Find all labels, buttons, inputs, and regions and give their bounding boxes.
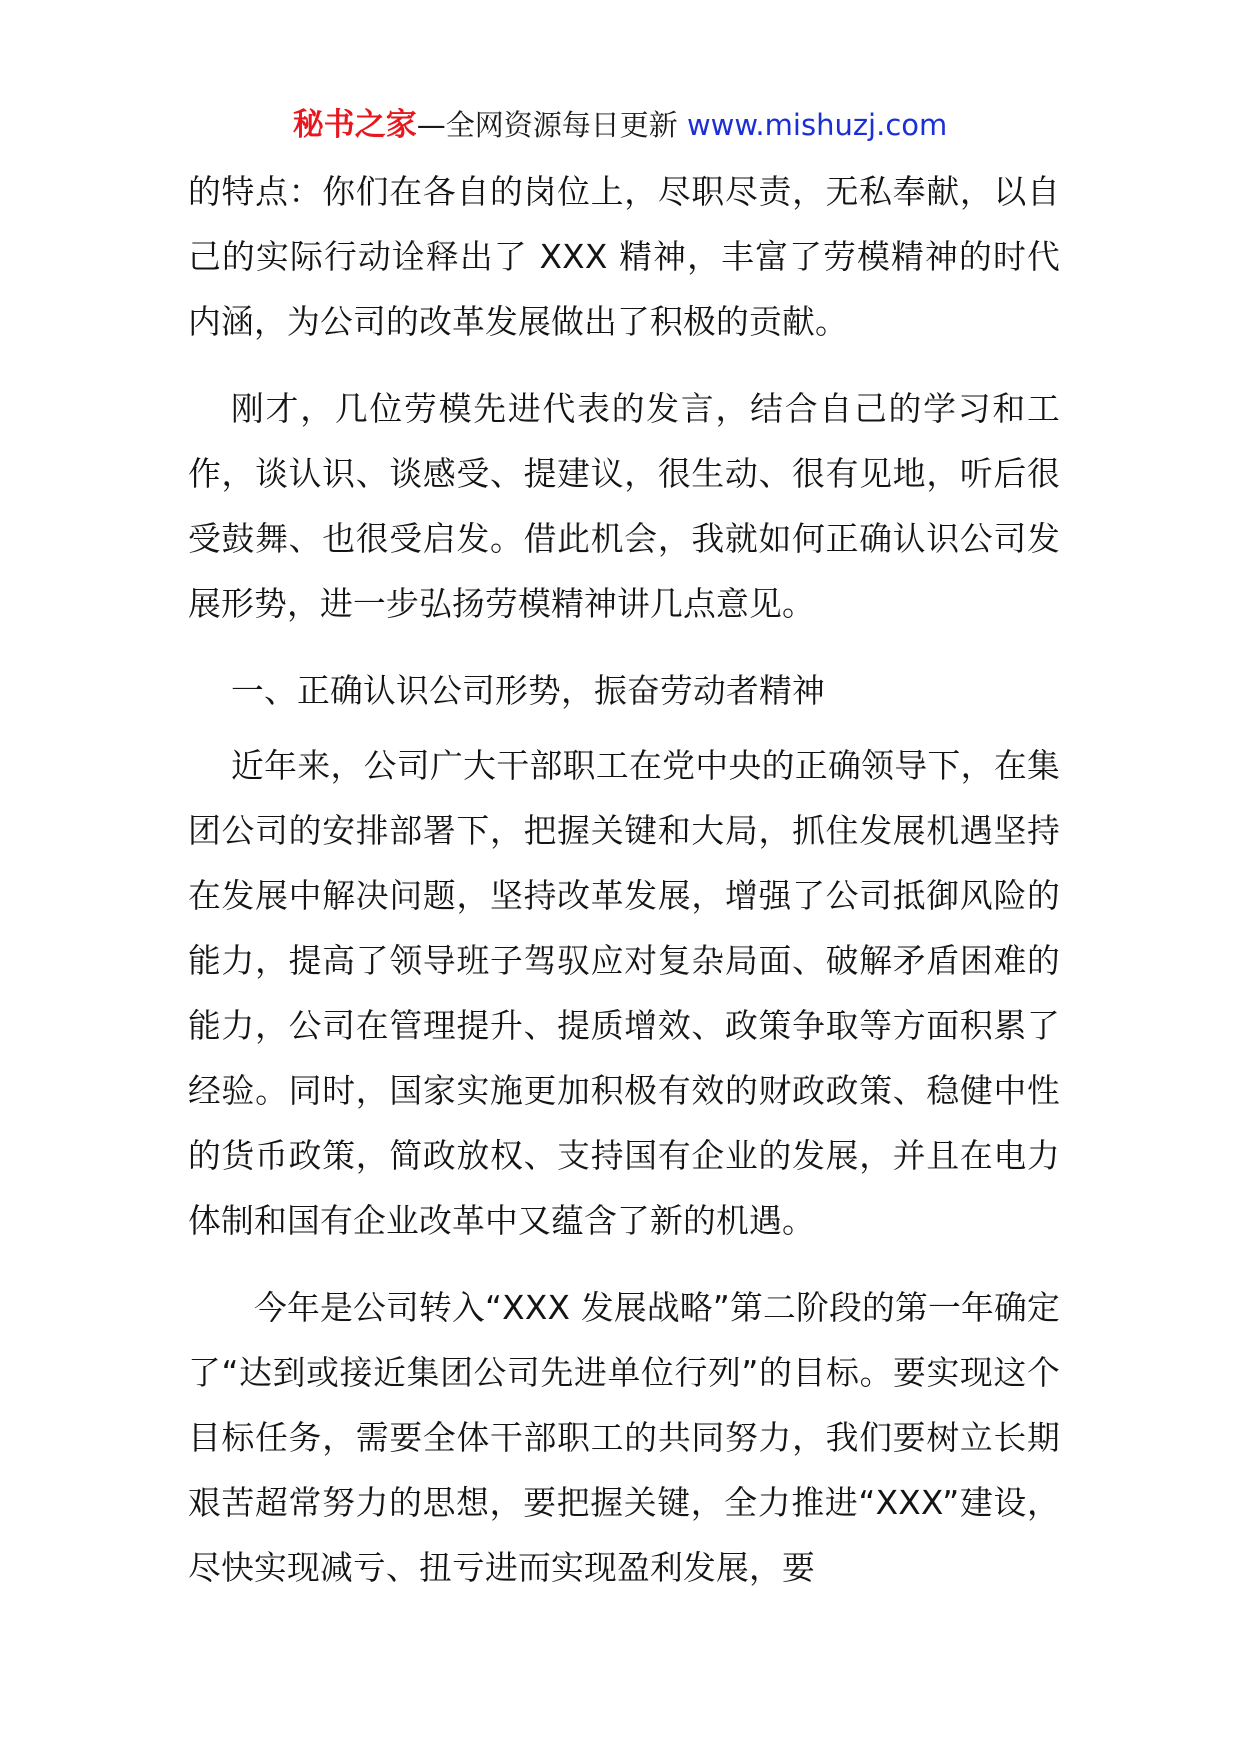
header-brand: 秘书之家: [292, 107, 417, 143]
header-url-link[interactable]: www.mishuzj.com: [686, 108, 948, 142]
paragraph-recent-years: 近年来，公司广大干部职工在党中央的正确领导下，在集团公司的安排部署下，把握关键和大局，抓住发展机遇坚持在发展中解决问题，坚持改革发展，增强了公司抵御风险的能力，提高了领导班子驾驭应对复杂局面、破解矛盾困难的能力，公司在管理提升、提质增效、政策争取等方面积累了经验。同时，国家实施更加积极有效的财政政策、稳健中性的货币政策，简政放权、支持国有企业的发展，并且在电力体制和国有企业改革中又蕴含了新的机遇。: [188, 747, 1060, 1240]
header-slogan: —全网资源每日更新: [416, 108, 687, 142]
paragraph-this-year: 今年是公司转入“XXX 发展战略”第二阶段的第一年确定了“达到或接近集团公司先进单位行列”的目标。要实现这个目标任务，需要全体干部职工的共同努力，我们要树立长期艰苦超常努力的思想，要把握关键，全力推进“XXX”建设，尽快实现减亏、扭亏进而实现盈利发展，要: [188, 1289, 1060, 1587]
section-heading: 一、正确认识公司形势，振奋劳动者精神: [231, 672, 825, 710]
page-header: [0, 103, 1240, 147]
paragraph-continuation: 的特点：你们在各自的岗位上，尽职尽责，无私奉献，以自己的实际行动诠释出了 XXX 精神，丰富了劳模精神的时代内涵，为公司的改革发展做出了积极的贡献。: [188, 173, 1060, 341]
paragraph-speeches: 刚才，几位劳模先进代表的发言，结合自己的学习和工作，谈认识、谈感受、提建议，很生动、很有见地，听后很受鼓舞、也很受启发。借此机会，我就如何正确认识公司发展形势，进一步弘扬劳模精神讲几点意见。: [188, 390, 1060, 623]
document-body: [188, 160, 1060, 1623]
